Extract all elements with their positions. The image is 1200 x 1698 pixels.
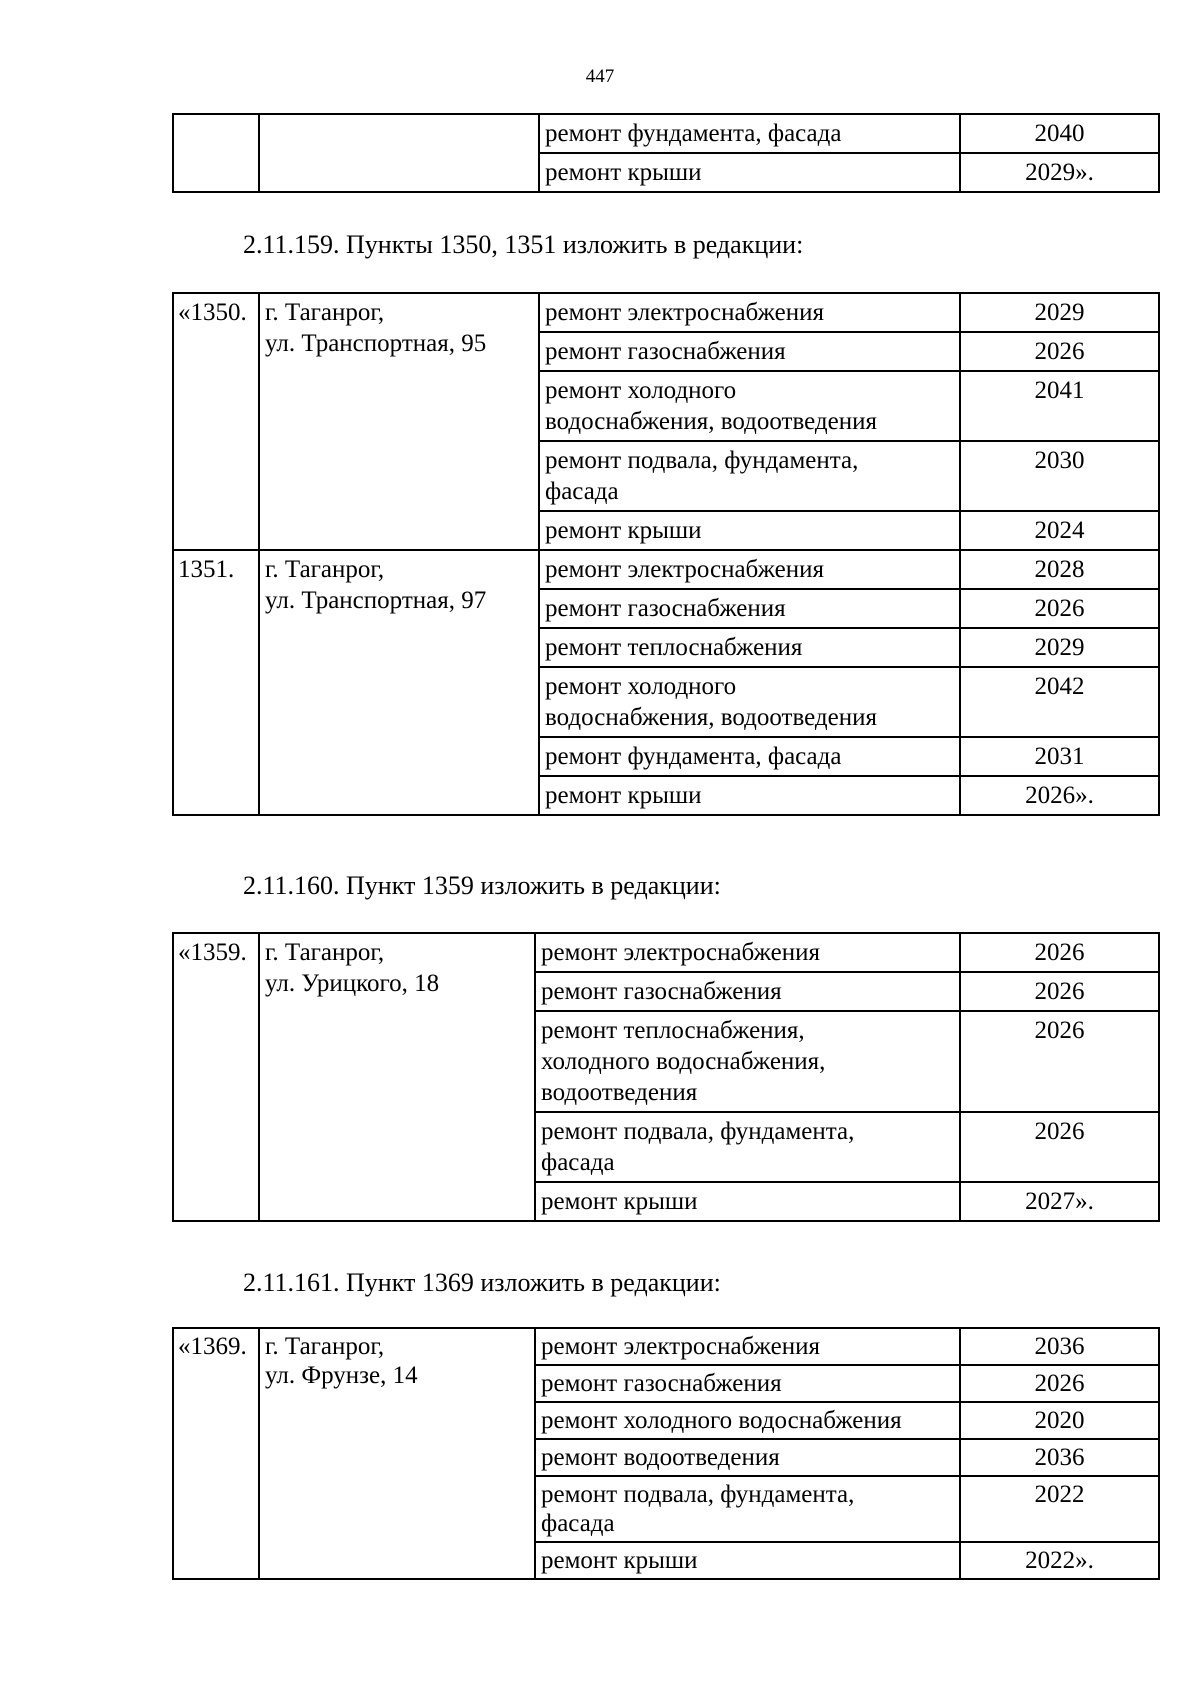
work-line: водоснабжения, водоотведения [545,704,877,731]
work-cell: ремонт электроснабжения [539,550,960,589]
year-cell: 2028 [960,550,1159,589]
work-cell [539,371,960,441]
work-line: водоснабжения, водоотведения [545,408,877,435]
item-1369-table [172,1327,1160,1580]
section-heading: 2.11.160. Пункт 1359 изложить в редакции: [243,871,721,900]
year-cell: 2040 [960,114,1159,153]
item-number-cell: «1359. [173,933,259,1221]
work-line: ремонт холодного [545,377,737,404]
year-cell: 2042 [960,667,1159,737]
work-line: фасада [541,1149,615,1176]
year-cell: 2036 [960,1328,1159,1365]
work-cell: ремонт фундамента, фасада [539,737,960,776]
work-cell: ремонт холодного водоснабжения [535,1402,960,1439]
work-line: ремонт теплоснабжения, [541,1017,805,1044]
address-street: ул. Транспортная, 95 [265,330,487,357]
work-line: ремонт холодного [545,673,737,700]
work-cell: ремонт водоотведения [535,1439,960,1476]
item-number-cell: «1350. [173,293,259,550]
work-cell: ремонт газоснабжения [539,332,960,371]
year-cell: 2029 [960,628,1159,667]
work-cell [535,1011,960,1112]
work-cell: ремонт крыши [539,153,960,192]
year-cell: 2020 [960,1402,1159,1439]
work-line: фасада [541,1510,615,1537]
address-cell [259,550,539,815]
work-line: ремонт подвала, фундамента, [545,447,859,474]
work-line: ремонт подвала, фундамента, [541,1481,855,1508]
address-cell [259,114,539,192]
work-cell: ремонт газоснабжения [535,972,960,1011]
year-cell: 2041 [960,371,1159,441]
year-cell: 2024 [960,511,1159,550]
address-street: ул. Урицкого, 18 [265,970,440,997]
table-row [173,293,1159,332]
work-cell [535,1476,960,1542]
work-cell: ремонт крыши [539,776,960,815]
continuation-table [172,113,1160,193]
work-cell [535,1112,960,1182]
year-cell: 2026 [960,972,1159,1011]
year-cell: 2029». [960,153,1159,192]
work-line: фасада [545,478,619,505]
work-cell: ремонт крыши [539,511,960,550]
table-row [173,933,1159,972]
work-cell: ремонт крыши [535,1542,960,1579]
address-street: ул. Транспортная, 97 [265,587,487,614]
section-heading: 2.11.159. Пункты 1350, 1351 изложить в редакции: [243,230,804,259]
item-1359-table [172,932,1160,1222]
work-line: холодного водоснабжения, [541,1048,826,1075]
work-cell: ремонт электроснабжения [539,293,960,332]
item-number-cell [173,114,259,192]
year-cell: 2036 [960,1439,1159,1476]
work-line: водоотведения [541,1079,698,1106]
year-cell: 2026 [960,1365,1159,1402]
work-cell: ремонт газоснабжения [539,589,960,628]
item-number-cell: «1369. [173,1328,259,1579]
year-cell: 2026 [960,332,1159,371]
year-cell: 2022». [960,1542,1159,1579]
work-cell: ремонт электроснабжения [535,1328,960,1365]
work-line: ремонт подвала, фундамента, [541,1118,855,1145]
work-cell: ремонт газоснабжения [535,1365,960,1402]
table-row [173,550,1159,589]
address-city: г. Таганрог, [265,939,385,966]
work-cell: ремонт теплоснабжения [539,628,960,667]
work-cell [539,441,960,511]
year-cell: 2026 [960,933,1159,972]
address-city: г. Таганрог, [265,556,385,583]
year-cell: 2022 [960,1476,1159,1542]
table-row [173,1328,1159,1365]
year-cell: 2030 [960,441,1159,511]
year-cell: 2027». [960,1182,1159,1221]
work-cell: ремонт фундамента, фасада [539,114,960,153]
year-cell: 2031 [960,737,1159,776]
table-row [173,114,1159,153]
year-cell: 2026 [960,1112,1159,1182]
work-cell [539,667,960,737]
work-cell: ремонт электроснабжения [535,933,960,972]
year-cell: 2029 [960,293,1159,332]
section-heading: 2.11.161. Пункт 1369 изложить в редакции: [243,1268,721,1297]
address-cell [259,1328,535,1579]
year-cell: 2026». [960,776,1159,815]
work-cell: ремонт крыши [535,1182,960,1221]
item-number-cell: 1351. [173,550,259,815]
items-1350-1351-table [172,292,1160,816]
year-cell: 2026 [960,1011,1159,1112]
address-city: г. Таганрог, [265,1333,385,1360]
page-number: 447 [585,66,615,87]
address-city: г. Таганрог, [265,299,385,326]
address-cell [259,933,535,1221]
year-cell: 2026 [960,589,1159,628]
address-street: ул. Фрунзе, 14 [265,1362,418,1389]
address-cell [259,293,539,550]
